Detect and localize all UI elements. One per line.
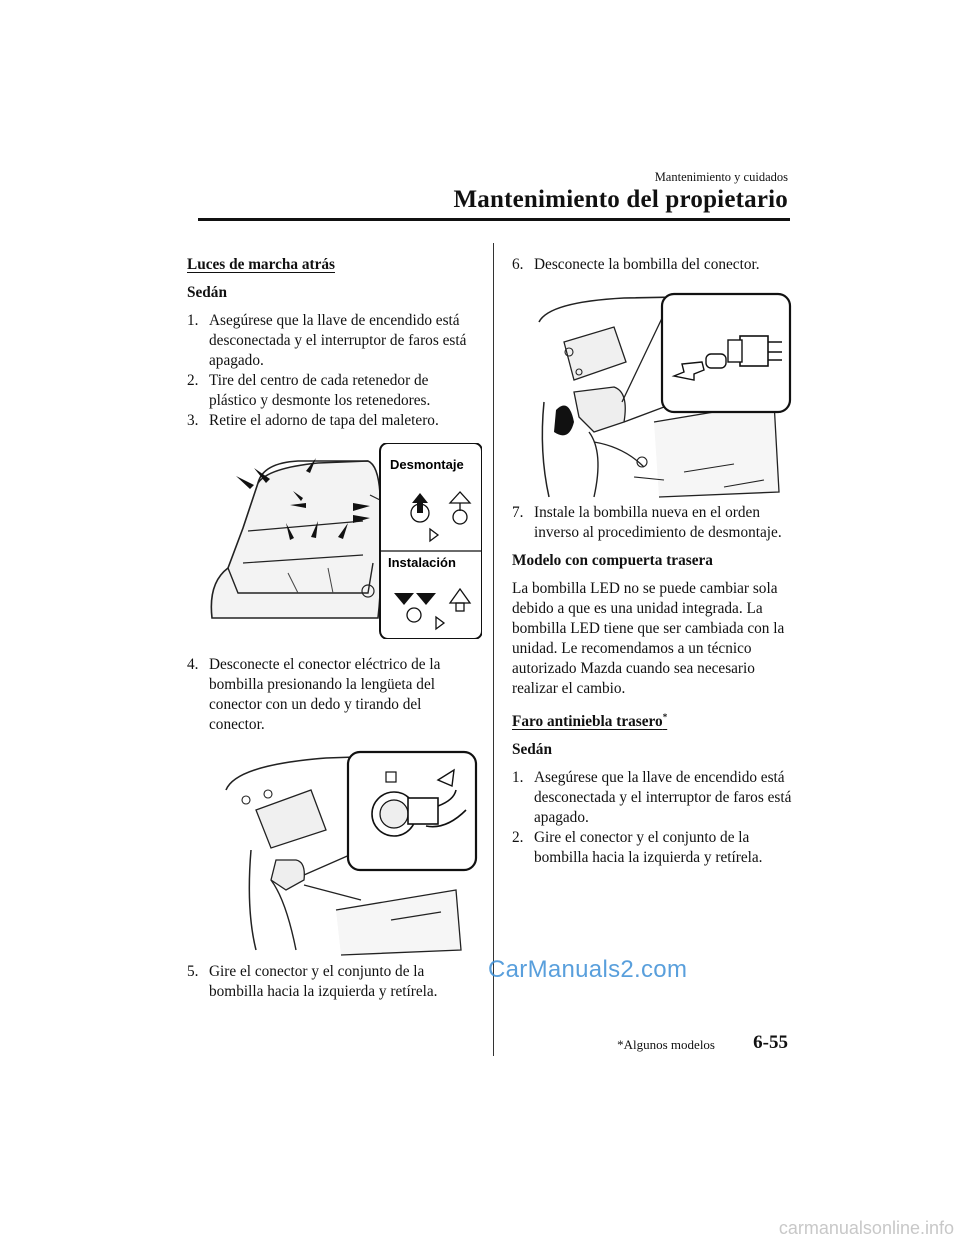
section-title: Mantenimiento y cuidados <box>654 170 788 184</box>
sub-heading-hatchback: Modelo con compuerta trasera <box>512 552 713 569</box>
heading-text: Faro antiniebla trasero <box>512 713 663 731</box>
step-text: Gire el conector y el conjunto de la bombilla hacia la izquierda y retírela. <box>209 963 438 1000</box>
step-text: Tire del centro de cada retenedor de plástico y desmonte los retenedores. <box>209 372 431 409</box>
page-number: 6-55 <box>753 1032 788 1053</box>
some-models-mark: * <box>662 712 668 722</box>
list-item <box>187 962 477 1002</box>
step-text: Desconecte el conector eléctrico de la bombilla presionando la lengüeta del conector con un dedo y tirando del conector. <box>209 656 441 733</box>
sub-heading-sedan: Sedán <box>187 284 227 301</box>
label-removal: Desmontaje <box>390 457 464 472</box>
left-column-top <box>187 255 467 439</box>
list-item <box>187 411 467 431</box>
step-text: Asegúrese que la llave de encendido está desconectada y el interruptor de faros está apagado. <box>209 312 467 369</box>
section-heading-rear-fog <box>512 707 794 732</box>
steps-list <box>187 655 477 735</box>
steps-list <box>512 503 794 543</box>
right-step6 <box>512 255 792 283</box>
left-step4 <box>187 655 477 743</box>
step-number: 1. <box>187 312 199 329</box>
connector-figure <box>216 750 478 960</box>
left-step5 <box>187 962 477 1010</box>
step-number: 2. <box>512 829 524 847</box>
step-text: Retire el adorno de tapa del maletero. <box>209 412 439 429</box>
step-number: 1. <box>512 769 524 787</box>
step-text: Instale la bombilla nueva en el orden inverso al procedimiento de desmontaje. <box>534 504 782 541</box>
step-number: 2. <box>187 372 199 389</box>
step-text: Asegúrese que la llave de encendido está desconectada y el interruptor de faros está apagado. <box>534 769 792 827</box>
section-heading-backup-lights: Luces de marcha atrás <box>187 256 335 273</box>
steps-list <box>187 311 467 431</box>
bulb-connector-figure <box>534 292 792 498</box>
list-item <box>512 503 794 543</box>
label-installation: Instalación <box>388 555 456 570</box>
sub-heading-sedan-2: Sedán <box>512 741 552 759</box>
step-text: Desconecte la bombilla del conector. <box>534 256 760 273</box>
step-number: 5. <box>187 963 199 980</box>
trunk-lid-retainers-figure <box>198 443 482 639</box>
led-paragraph: La bombilla LED no se puede cambiar sola debido a que es una unidad integrada. La bombilla LED tiene que ser cambiada con la unidad. Le recomendamos a un técnico autorizado Mazda cuando sea necesario realizar el cambio. <box>512 580 785 697</box>
list-item <box>187 655 477 735</box>
list-item <box>512 255 792 275</box>
step-text: Gire el conector y el conjunto de la bombilla hacia la izquierda y retírela. <box>534 829 763 867</box>
chapter-title: Mantenimiento del propietario <box>453 186 788 213</box>
header-rule <box>198 218 790 221</box>
steps-list <box>187 962 477 1002</box>
watermark: CarManuals2.com <box>488 956 688 983</box>
list-item <box>187 311 467 371</box>
step-number: 3. <box>187 412 199 429</box>
column-divider <box>493 243 494 1056</box>
right-column-bottom <box>512 503 794 876</box>
step-number: 7. <box>512 504 524 521</box>
list-item <box>512 768 794 828</box>
list-item <box>187 371 467 411</box>
steps-list <box>512 768 794 868</box>
footnote: *Algunos modelos <box>617 1037 715 1052</box>
step-number: 4. <box>187 656 199 673</box>
step-number: 6. <box>512 256 524 273</box>
list-item <box>512 828 794 868</box>
steps-list <box>512 255 792 275</box>
watermark-footer: carmanualsonline.info <box>778 1218 954 1238</box>
